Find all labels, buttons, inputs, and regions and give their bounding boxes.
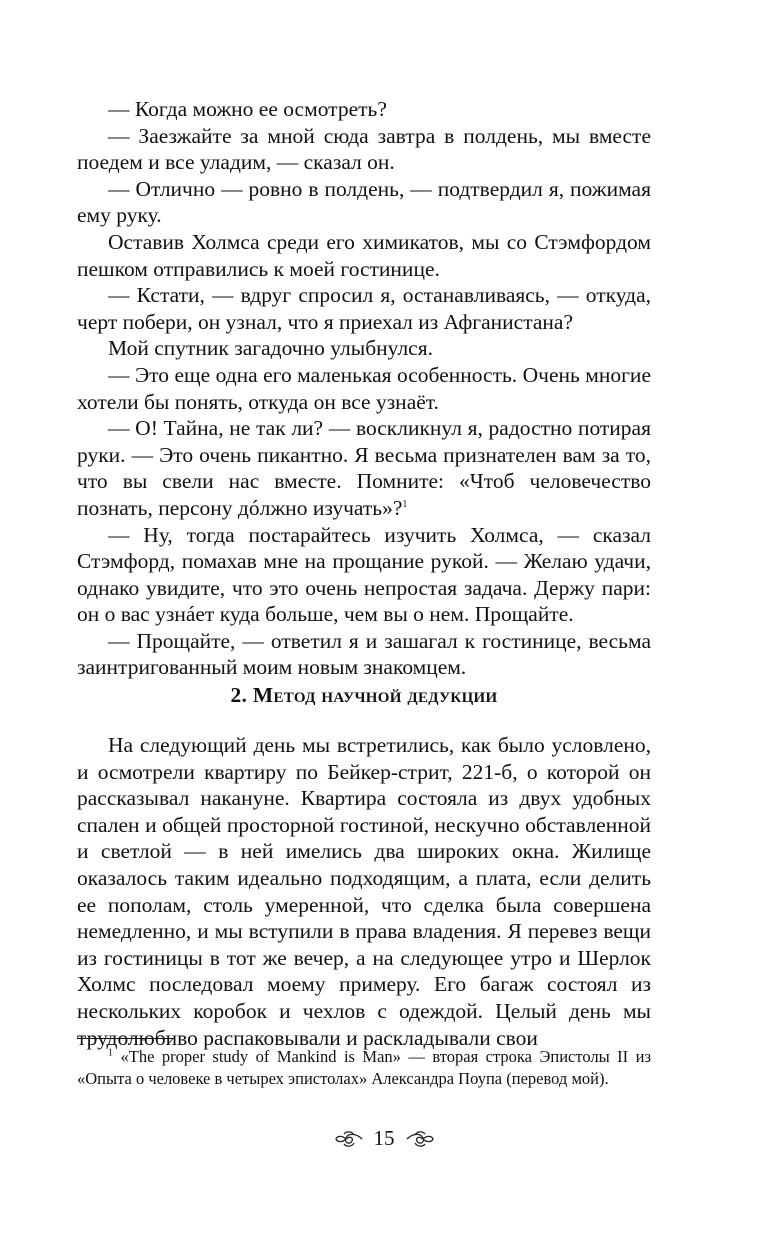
chapter-paragraph: На следующий день мы встретились, как было условлено, и осмотрели квартиру по Бейкер-стрит, 221-б, о которой он рассказывал накануне. Квартира состояла из двух удобных спален и общей просторной гостиной, нескучно обставленной и светлой — в ней имелись два широких окна. Жилище оказалось таким идеально подходящим, а плата, если делить ее пополам, столь умеренной, что сделка была совершена немедленно, и мы вступили в права владения. Я перевез вещи из гостиницы в тот же вечер, а на следующее утро и Шерлок Холмс последовал моему примеру. Его багаж состоял из нескольких коробок и чехлов с одеждой. Целый день мы трудолюбиво распаковывали и раскладывали свои	[77, 733, 651, 1050]
paragraph-5: — Кстати, — вдруг спросил я, останавливаясь, — откуда, черт побери, он узнал, что я приехал из Афганистана?	[77, 283, 651, 334]
paragraph-1: — Когда можно ее осмотреть?	[108, 97, 387, 121]
paragraph-8-text: — О! Тайна, не так ли? — воскликнул я, радостно потирая руки. — Это очень пикантно. Я весьма признателен вам за то, что вы свели нас вместе. Помните: «Чтоб человечество познать, персону дóлжно изучать»?	[77, 416, 651, 520]
footnote-marker: 1	[108, 1047, 113, 1059]
paragraph-4: Оставив Холмса среди его химикатов, мы со Стэмфордом пешком отправились к моей гостинице.	[77, 229, 651, 281]
paragraph-2: — Заезжайте за мной сюда завтра в полдень, мы вместе поедем и все уладим, — сказал он.	[77, 123, 651, 175]
page-footer	[0, 1126, 768, 1151]
footnote-reference: 1	[402, 498, 408, 510]
footnote-text: «The proper study of Mankind is Man» — вторая строка Эпистолы II из «Опыта о человеке в четырех эпистолах» Александра Поупа (перевод мой).	[77, 1047, 651, 1088]
page-body	[77, 96, 651, 1050]
paragraph-3: — Отлично — ровно в полдень, — подтвердил я, пожимая ему руку.	[77, 176, 651, 228]
page-number: 15	[373, 1126, 395, 1150]
chapter-title: 2. Метод научной дедукции	[230, 683, 498, 707]
ornament-left-icon	[334, 1129, 364, 1149]
footnote-divider	[77, 1038, 175, 1039]
paragraph-7: — Это еще одна его маленькая особенность. Очень многие хотели бы понять, откуда он все узнаёт.	[77, 362, 651, 414]
paragraph-6: Мой спутник загадочно улыбнулся.	[108, 336, 433, 361]
paragraph-9: — Ну, тогда постарайтесь изучить Холмса, — сказал Стэмфорд, помахав мне на прощание рукой. — Желаю удачи, однако увидите, что это очень непростая задача. Держу пари: он о вас узнáет куда больше, чем вы о нем. Прощайте.	[77, 522, 651, 627]
paragraph-8	[77, 415, 651, 521]
ornament-right-icon	[405, 1129, 435, 1149]
paragraph-10: — Прощайте, — ответил я и зашагал к гостинице, весьма заинтригованный моим новым знакомцем.	[77, 628, 651, 680]
chapter-body	[77, 732, 651, 1051]
footnote	[77, 1046, 651, 1089]
